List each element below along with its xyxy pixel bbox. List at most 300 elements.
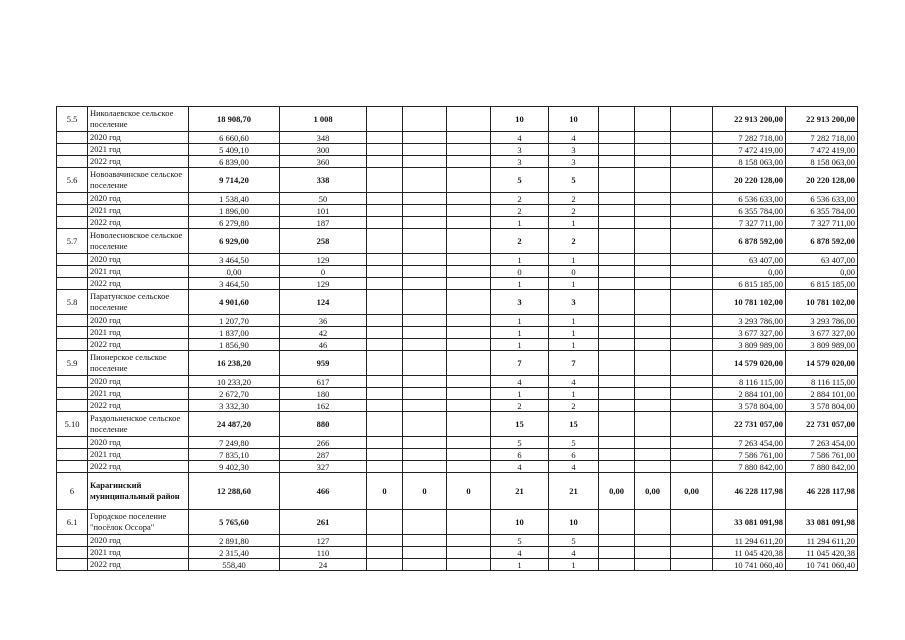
cell-objects-total: 0 [549,266,599,278]
cell-num: 5.9 [57,351,88,376]
cell-c8 [599,168,635,193]
cell-objects: 0 [491,266,549,278]
cell-c3 [367,229,403,254]
cell-c10 [671,107,713,132]
cell-sum: 6 536 633,00 [713,193,786,205]
cell-name: 2021 год [88,144,189,156]
cell-sum-total: 6 355 784,00 [786,205,858,217]
cell-name: Николаевское сельское поселение [88,107,189,132]
cell-num: 6.1 [57,510,88,535]
table-row [57,205,858,217]
cell-objects: 1 [491,315,549,327]
cell-objects: 1 [491,388,549,400]
cell-num [57,254,88,266]
cell-c10 [671,559,713,571]
cell-objects-total: 5 [549,168,599,193]
cell-c8 [599,315,635,327]
cell-c10 [671,144,713,156]
cell-name: 2020 год [88,254,189,266]
cell-objects: 2 [491,205,549,217]
cell-c3 [367,315,403,327]
cell-sum-total: 63 407,00 [786,254,858,266]
cell-area: 7 835,10 [189,449,280,461]
cell-c9 [635,449,671,461]
cell-name: 2021 год [88,388,189,400]
cell-num [57,535,88,547]
cell-c8 [599,217,635,229]
cell-objects: 1 [491,217,549,229]
cell-objects-total: 2 [549,205,599,217]
cell-objects: 21 [491,473,549,510]
cell-sum: 6 355 784,00 [713,205,786,217]
cell-c8 [599,412,635,437]
cell-count: 258 [280,229,367,254]
cell-count: 261 [280,510,367,535]
cell-c4 [403,510,447,535]
table-row [57,315,858,327]
cell-c8 [599,535,635,547]
cell-count: 959 [280,351,367,376]
cell-sum: 14 579 020,00 [713,351,786,376]
cell-num [57,193,88,205]
cell-c5 [447,217,491,229]
cell-c4 [403,547,447,559]
cell-objects-total: 4 [549,132,599,144]
cell-sum-total: 10 741 060,40 [786,559,858,571]
cell-area: 1 896,00 [189,205,280,217]
cell-area: 4 901,60 [189,290,280,315]
cell-c5 [447,107,491,132]
cell-c9 [635,254,671,266]
cell-num [57,388,88,400]
cell-area: 3 332,30 [189,400,280,412]
cell-c8 [599,510,635,535]
cell-c10 [671,278,713,290]
cell-area: 9 714,20 [189,168,280,193]
cell-c4 [403,254,447,266]
cell-c10 [671,510,713,535]
cell-c5 [447,547,491,559]
cell-c3 [367,351,403,376]
cell-c9 [635,205,671,217]
cell-c9 [635,156,671,168]
cell-num [57,132,88,144]
cell-count: 300 [280,144,367,156]
cell-c10 [671,132,713,144]
table-row [57,107,858,132]
cell-sum-total: 7 263 454,00 [786,437,858,449]
cell-name: 2021 год [88,547,189,559]
cell-objects-total: 1 [549,315,599,327]
cell-objects-total: 1 [549,339,599,351]
cell-c10 [671,376,713,388]
cell-sum: 7 472 419,00 [713,144,786,156]
table-row [57,535,858,547]
cell-c10 [671,351,713,376]
cell-sum: 3 809 989,00 [713,339,786,351]
cell-c3 [367,510,403,535]
cell-sum: 22 731 057,00 [713,412,786,437]
cell-count: 0 [280,266,367,278]
cell-name: 2022 год [88,278,189,290]
cell-c9 [635,315,671,327]
cell-count: 348 [280,132,367,144]
cell-c3 [367,547,403,559]
cell-objects: 1 [491,327,549,339]
cell-c3 [367,156,403,168]
cell-sum-total: 0,00 [786,266,858,278]
cell-area: 18 908,70 [189,107,280,132]
cell-count: 617 [280,376,367,388]
table-row [57,168,858,193]
cell-sum: 20 220 128,00 [713,168,786,193]
cell-c10 [671,229,713,254]
cell-c9 [635,547,671,559]
table-row [57,290,858,315]
cell-objects: 5 [491,535,549,547]
cell-sum-total: 7 472 419,00 [786,144,858,156]
table-row [57,461,858,473]
cell-sum-total: 3 809 989,00 [786,339,858,351]
cell-c5 [447,559,491,571]
cell-area: 2 891,80 [189,535,280,547]
cell-name: 2020 год [88,376,189,388]
cell-sum: 10 741 060,40 [713,559,786,571]
cell-objects: 4 [491,132,549,144]
cell-c3 [367,266,403,278]
cell-area: 5 409,10 [189,144,280,156]
cell-name: 2021 год [88,449,189,461]
cell-count: 129 [280,254,367,266]
cell-objects-total: 1 [549,327,599,339]
cell-sum-total: 14 579 020,00 [786,351,858,376]
table-row [57,327,858,339]
cell-sum-total: 7 586 761,00 [786,449,858,461]
cell-c3 [367,339,403,351]
cell-sum: 11 045 420,38 [713,547,786,559]
cell-c3 [367,290,403,315]
table-row [57,156,858,168]
cell-c9 [635,217,671,229]
cell-c4 [403,132,447,144]
table-row [57,339,858,351]
cell-area: 0,00 [189,266,280,278]
cell-objects-total: 1 [549,278,599,290]
cell-name: 2020 год [88,315,189,327]
cell-area: 24 487,20 [189,412,280,437]
cell-c9 [635,461,671,473]
cell-c8 [599,327,635,339]
cell-area: 1 207,70 [189,315,280,327]
cell-c8 [599,290,635,315]
cell-objects: 10 [491,107,549,132]
cell-objects: 15 [491,412,549,437]
cell-c4 [403,400,447,412]
cell-c3 [367,193,403,205]
cell-sum-total: 7 282 718,00 [786,132,858,144]
cell-sum: 2 884 101,00 [713,388,786,400]
cell-sum-total: 3 578 804,00 [786,400,858,412]
cell-sum-total: 46 228 117,98 [786,473,858,510]
cell-name: 2022 год [88,156,189,168]
cell-name: 2020 год [88,535,189,547]
table-row [57,559,858,571]
cell-c4 [403,351,447,376]
cell-c10 [671,437,713,449]
cell-c4 [403,229,447,254]
cell-sum-total: 11 294 611,20 [786,535,858,547]
cell-count: 24 [280,559,367,571]
cell-objects-total: 6 [549,449,599,461]
cell-c4 [403,107,447,132]
cell-num [57,437,88,449]
cell-c9 [635,327,671,339]
cell-sum-total: 6 536 633,00 [786,193,858,205]
cell-c10 [671,400,713,412]
cell-c9 [635,144,671,156]
cell-sum: 46 228 117,98 [713,473,786,510]
cell-objects-total: 4 [549,547,599,559]
cell-c9 [635,290,671,315]
cell-sum: 7 586 761,00 [713,449,786,461]
cell-c4 [403,535,447,547]
cell-c4 [403,205,447,217]
cell-c5 [447,388,491,400]
cell-sum-total: 2 884 101,00 [786,388,858,400]
cell-name: 2022 год [88,217,189,229]
table-body [57,107,858,571]
cell-c3 [367,168,403,193]
cell-count: 124 [280,290,367,315]
cell-c3 [367,461,403,473]
table-row [57,193,858,205]
cell-objects-total: 4 [549,376,599,388]
cell-name: Пионерское сельское поселение [88,351,189,376]
cell-c3 [367,437,403,449]
cell-sum: 6 878 592,00 [713,229,786,254]
cell-objects-total: 5 [549,535,599,547]
cell-c8 [599,449,635,461]
cell-c4 [403,388,447,400]
cell-c5 [447,168,491,193]
cell-c3 [367,144,403,156]
cell-objects-total: 1 [549,217,599,229]
cell-c4 [403,315,447,327]
cell-count: 1 008 [280,107,367,132]
cell-sum: 3 677 327,00 [713,327,786,339]
cell-sum-total: 8 116 115,00 [786,376,858,388]
cell-sum: 0,00 [713,266,786,278]
cell-c8 [599,400,635,412]
table-row [57,266,858,278]
cell-sum: 7 880 842,00 [713,461,786,473]
cell-num [57,156,88,168]
cell-num [57,547,88,559]
cell-num: 5.10 [57,412,88,437]
cell-c5 [447,229,491,254]
cell-c8 [599,229,635,254]
cell-c5 [447,193,491,205]
cell-c4 [403,339,447,351]
cell-objects-total: 3 [549,290,599,315]
cell-name: 2020 год [88,132,189,144]
cell-count: 129 [280,278,367,290]
table-row [57,388,858,400]
cell-sum: 3 293 786,00 [713,315,786,327]
table-row [57,132,858,144]
cell-num [57,559,88,571]
cell-objects: 1 [491,339,549,351]
cell-num [57,144,88,156]
cell-area: 6 839,00 [189,156,280,168]
cell-objects: 3 [491,144,549,156]
cell-c8 [599,107,635,132]
cell-c10 [671,266,713,278]
cell-c9 [635,412,671,437]
table-row [57,217,858,229]
cell-c3: 0 [367,473,403,510]
cell-objects-total: 5 [549,437,599,449]
cell-c5 [447,400,491,412]
cell-c4 [403,290,447,315]
table-row [57,449,858,461]
table-row [57,144,858,156]
cell-c8 [599,559,635,571]
cell-name: Новолесновское сельское поселение [88,229,189,254]
cell-c3 [367,376,403,388]
cell-objects-total: 21 [549,473,599,510]
cell-name: Карагинский муниципальный район [88,473,189,510]
cell-sum: 8 158 063,00 [713,156,786,168]
cell-count: 327 [280,461,367,473]
cell-objects: 4 [491,376,549,388]
cell-c4 [403,559,447,571]
table-row [57,278,858,290]
cell-objects: 6 [491,449,549,461]
cell-objects: 7 [491,351,549,376]
cell-name: 2021 год [88,266,189,278]
cell-sum: 6 815 185,00 [713,278,786,290]
cell-num [57,278,88,290]
cell-area: 3 464,50 [189,254,280,266]
cell-c3 [367,132,403,144]
cell-area: 6 929,00 [189,229,280,254]
cell-objects: 4 [491,547,549,559]
cell-objects: 4 [491,461,549,473]
cell-name: Паратунское сельское поселение [88,290,189,315]
cell-name: 2020 год [88,193,189,205]
cell-sum-total: 22 731 057,00 [786,412,858,437]
cell-c8 [599,339,635,351]
cell-count: 338 [280,168,367,193]
cell-sum: 22 913 200,00 [713,107,786,132]
cell-c10 [671,547,713,559]
cell-c8 [599,461,635,473]
cell-objects-total: 7 [549,351,599,376]
cell-sum-total: 20 220 128,00 [786,168,858,193]
cell-name: 2021 год [88,205,189,217]
cell-objects: 5 [491,168,549,193]
cell-name: 2022 год [88,339,189,351]
cell-sum: 10 781 102,00 [713,290,786,315]
cell-count: 360 [280,156,367,168]
cell-objects-total: 1 [549,254,599,266]
cell-num: 6 [57,473,88,510]
cell-c9 [635,266,671,278]
cell-c5 [447,132,491,144]
cell-c8 [599,144,635,156]
cell-c8 [599,132,635,144]
cell-objects: 2 [491,229,549,254]
cell-area: 2 672,70 [189,388,280,400]
cell-c10 [671,339,713,351]
cell-num [57,266,88,278]
cell-count: 287 [280,449,367,461]
cell-c9 [635,168,671,193]
cell-c5: 0 [447,473,491,510]
cell-c9 [635,400,671,412]
table-row [57,412,858,437]
cell-c4 [403,327,447,339]
cell-c9 [635,193,671,205]
cell-objects: 3 [491,156,549,168]
cell-name: 2020 год [88,437,189,449]
cell-num [57,449,88,461]
cell-num [57,339,88,351]
cell-objects: 2 [491,400,549,412]
cell-objects-total: 1 [549,388,599,400]
cell-c3 [367,412,403,437]
table-row [57,547,858,559]
cell-area: 9 402,30 [189,461,280,473]
cell-c8 [599,254,635,266]
data-table [56,106,858,571]
table-row [57,510,858,535]
cell-c4 [403,168,447,193]
cell-c9 [635,376,671,388]
cell-count: 162 [280,400,367,412]
cell-sum-total: 6 878 592,00 [786,229,858,254]
cell-num: 5.5 [57,107,88,132]
cell-count: 42 [280,327,367,339]
cell-sum-total: 11 045 420,38 [786,547,858,559]
cell-c10 [671,290,713,315]
cell-c10 [671,388,713,400]
cell-c9 [635,559,671,571]
cell-sum-total: 33 081 091,98 [786,510,858,535]
cell-c4 [403,449,447,461]
cell-objects: 1 [491,254,549,266]
cell-c8 [599,205,635,217]
cell-sum-total: 22 913 200,00 [786,107,858,132]
cell-c9 [635,388,671,400]
cell-c5 [447,156,491,168]
cell-c10 [671,461,713,473]
table-row [57,437,858,449]
cell-sum: 63 407,00 [713,254,786,266]
cell-c9 [635,229,671,254]
cell-c8: 0,00 [599,473,635,510]
cell-area: 2 315,40 [189,547,280,559]
cell-num: 5.7 [57,229,88,254]
cell-c5 [447,327,491,339]
cell-c8 [599,266,635,278]
cell-name: Городское поселение "посёлок Оссора" [88,510,189,535]
cell-c5 [447,315,491,327]
cell-c5 [447,351,491,376]
cell-num: 5.6 [57,168,88,193]
cell-objects-total: 1 [549,559,599,571]
